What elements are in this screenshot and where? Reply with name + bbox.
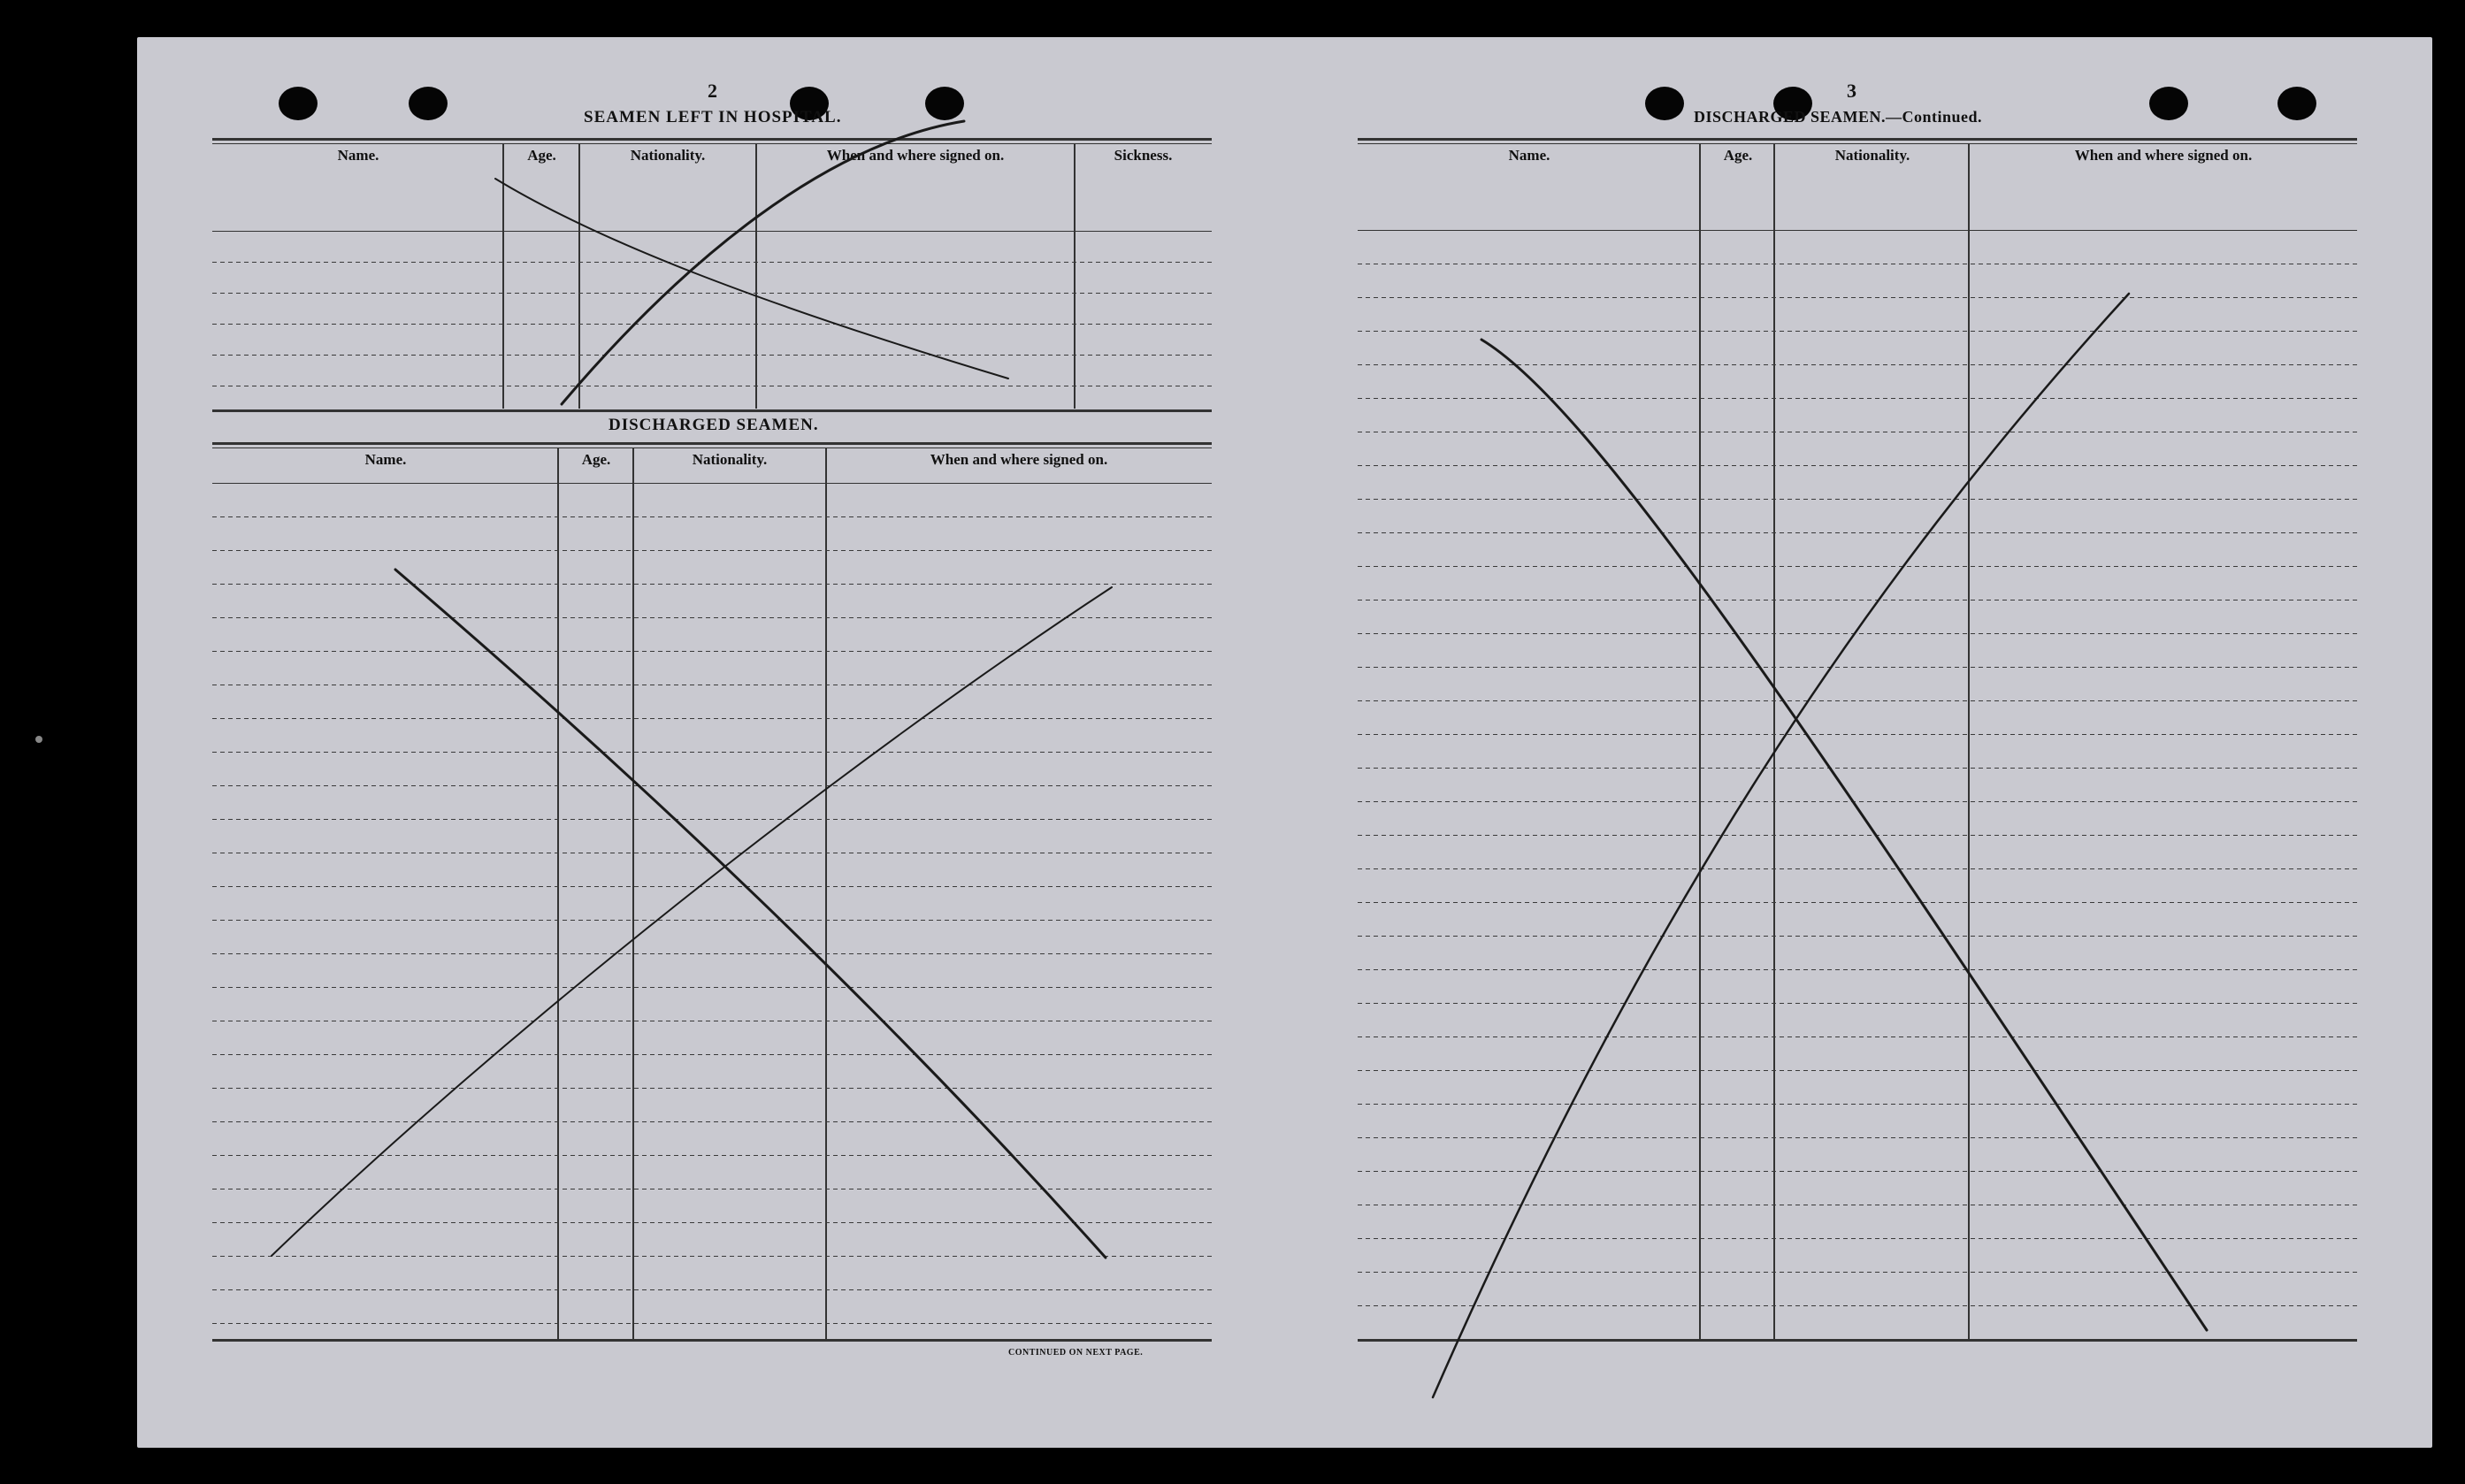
ruled-line <box>1358 532 2357 533</box>
ruled-line <box>1358 566 2357 567</box>
ruled-line <box>1358 936 2357 937</box>
ruled-line <box>1358 1305 2357 1306</box>
ruled-line <box>212 752 1212 753</box>
column-header-name: Name. <box>364 451 407 468</box>
discharged-table <box>212 442 1212 1344</box>
ruled-line <box>1358 499 2357 500</box>
column-header-signed-on: When and where signed on. <box>826 147 1005 164</box>
hospital-table <box>212 138 1212 414</box>
page-number: 3 <box>1847 80 1856 102</box>
ruled-line <box>1358 868 2357 869</box>
column-header-signed-on: When and where signed on. <box>2074 147 2253 164</box>
column-header-nationality: Nationality. <box>692 451 768 468</box>
ruled-line <box>212 550 1212 551</box>
ruled-line <box>1358 1003 2357 1004</box>
ruled-line <box>1358 969 2357 970</box>
ruled-line <box>212 651 1212 652</box>
ruled-line <box>212 1323 1212 1324</box>
ruled-line <box>1358 364 2357 365</box>
column-header-age: Age. <box>581 451 611 468</box>
column-header-name: Name. <box>1508 147 1550 164</box>
ruled-line <box>212 584 1212 585</box>
discharged-continued-title: DISCHARGED SEAMEN.—Continued. <box>1694 108 1983 126</box>
ruled-line <box>212 953 1212 954</box>
column-header-nationality: Nationality. <box>630 147 706 164</box>
ruled-line <box>212 1256 1212 1257</box>
ruled-line <box>212 1155 1212 1156</box>
ruled-line <box>212 1088 1212 1089</box>
document-sheet <box>137 37 2432 1448</box>
column-header-sickness: Sickness. <box>1114 147 1173 164</box>
column-header-signed-on: When and where signed on. <box>930 451 1108 468</box>
hospital-section-title: SEAMEN LEFT IN HOSPITAL. <box>584 108 842 126</box>
ruled-line <box>212 1121 1212 1122</box>
ruled-line <box>212 1054 1212 1055</box>
ruled-line <box>1358 1238 2357 1239</box>
ruled-line <box>1358 1171 2357 1172</box>
ruled-line <box>1358 1104 2357 1105</box>
discharged-section-title: DISCHARGED SEAMEN. <box>609 416 819 434</box>
ruled-line <box>212 516 1212 517</box>
ruled-line <box>1358 1137 2357 1138</box>
scan-speck <box>35 736 42 743</box>
right-page <box>1358 37 2357 1448</box>
page-number: 2 <box>708 80 717 102</box>
ruled-line <box>1358 667 2357 668</box>
continued-note: CONTINUED ON NEXT PAGE. <box>1008 1348 1144 1358</box>
column-header-age: Age. <box>527 147 556 164</box>
ruled-line <box>1358 768 2357 769</box>
column-header-nationality: Nationality. <box>1834 147 1910 164</box>
ruled-line <box>1358 1272 2357 1273</box>
ruled-line <box>212 920 1212 921</box>
ruled-line <box>1358 734 2357 735</box>
discharged-continued-table <box>1358 138 2357 1344</box>
ruled-line <box>212 718 1212 719</box>
ruled-line <box>1358 835 2357 836</box>
ruled-line <box>1358 902 2357 903</box>
column-header-name: Name. <box>337 147 379 164</box>
ruled-line <box>212 886 1212 887</box>
ruled-line <box>212 1289 1212 1290</box>
ruled-line <box>1358 633 2357 634</box>
ruled-line <box>1358 700 2357 701</box>
ruled-line <box>1358 297 2357 298</box>
ruled-line <box>1358 331 2357 332</box>
ruled-line <box>1358 465 2357 466</box>
ruled-line <box>1358 1070 2357 1071</box>
ruled-line <box>212 819 1212 820</box>
ruled-line <box>1358 801 2357 802</box>
ruled-line <box>1358 398 2357 399</box>
ruled-line <box>212 785 1212 786</box>
left-page <box>212 37 1212 1448</box>
ruled-line <box>212 987 1212 988</box>
column-header-age: Age. <box>1723 147 1753 164</box>
ruled-line <box>212 1222 1212 1223</box>
ruled-line <box>212 617 1212 618</box>
